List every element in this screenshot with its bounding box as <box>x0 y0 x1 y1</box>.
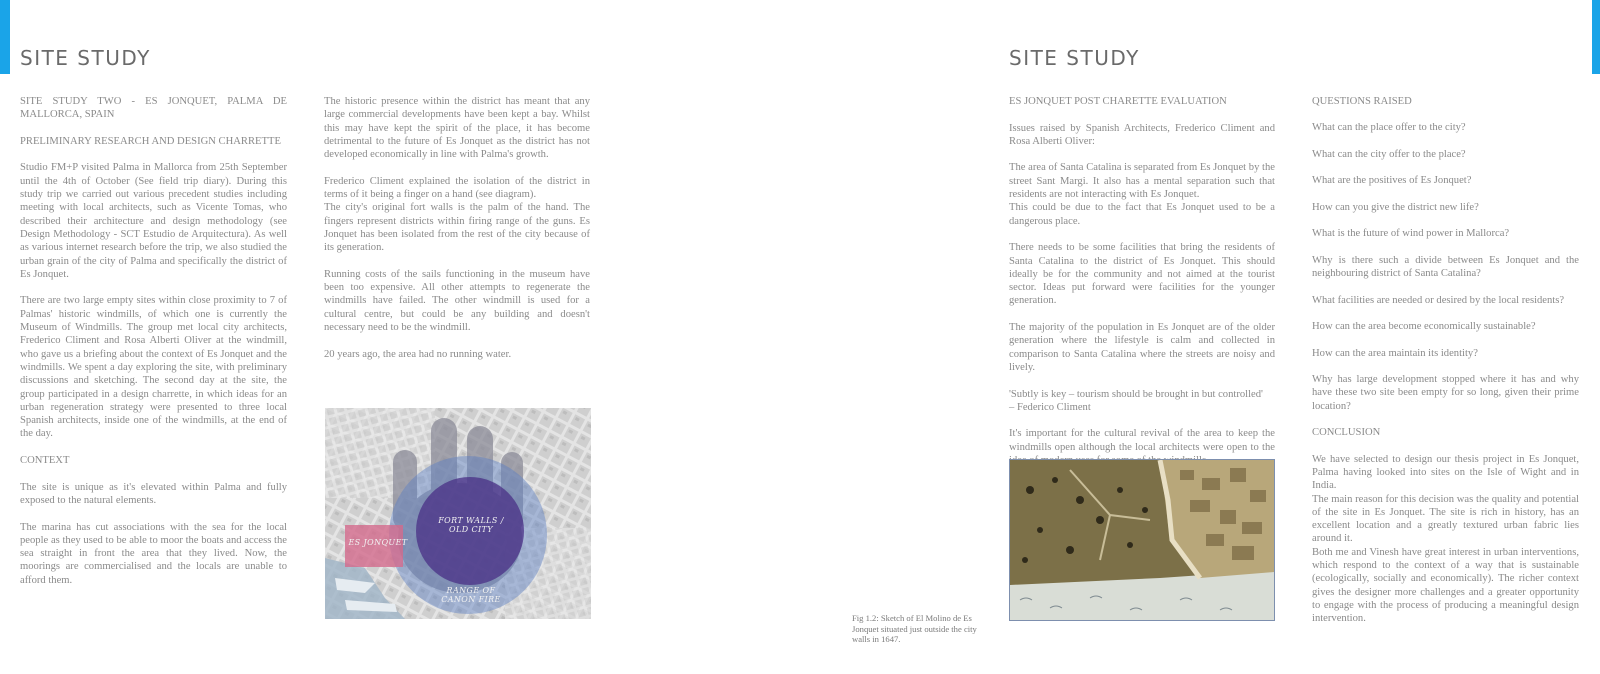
research-heading: PRELIMINARY RESEARCH AND DESIGN CHARRETTE <box>20 135 281 147</box>
questions-heading: QUESTIONS RAISED <box>1312 96 1412 107</box>
question-item: What can the city offer to the place? <box>1312 148 1466 160</box>
historic-paragraph: The historic presence within the district has meant that any large commercial developments have been kept a bay. Whilst this may have kept the spirit of the place, it has become detrimental to the future of Es Jonquet as the district has not developed economically in line with Palma's growth. <box>324 96 590 161</box>
evaluation-heading: ES JONQUET POST CHARETTE EVALUATION <box>1009 96 1227 107</box>
quote-author: – Federico Climent <box>1009 401 1091 413</box>
conclusion-paragraph: Both me and Vinesh have great interest in urban interventions, which respond to the context of a way that is sustainable (ecologically, socially and economically). The richer context gives the designer more challenges and a greater opportunity to engage with the process of producing a meaningful design intervention. <box>1312 546 1579 625</box>
historic-sketch-graphic <box>1010 460 1274 620</box>
historic-sketch-image <box>1009 459 1275 621</box>
quote-text: 'Subtly is key – tourism should be brought in but controlled' <box>1009 388 1263 400</box>
context-heading: CONTEXT <box>20 455 70 467</box>
population-paragraph: The majority of the population in Es Jonquet are of the older generation where the lifestyle is calm and collected in comparison to Santa Catalina where the streets are noisy and lively. <box>1009 322 1275 373</box>
question-item: How can the area become economically sustainable? <box>1312 321 1536 333</box>
costs-paragraph: Running costs of the sails functioning in the museum have been too expensive. All other attempts to regenerate the windmills have failed. The other windmill is used for a cultural centre, but could be any building and doesn't necessary need to be the windmill. <box>324 268 590 334</box>
canon-range-label: RANGE OF CANON FIRE <box>441 586 501 604</box>
left-column-1 <box>20 95 287 600</box>
left-column-2 <box>324 95 590 374</box>
question-item: What can the place offer to the city? <box>1312 122 1466 134</box>
water-paragraph: 20 years ago, the area had no running water. <box>324 348 512 360</box>
figure-caption: Fig 1.2: Sketch of El Molino de Es Jonquet situated just outside the city walls in 1647. <box>852 613 977 645</box>
revival-paragraph: It's important for the cultural revival of the area to keep the windmills open although the local architects were open to the <box>1009 428 1275 453</box>
issues-paragraph: Issues raised by Spanish Architects, Frederico Climent and Rosa Alberti Oliver: <box>1009 122 1275 147</box>
right-column-1 <box>1009 95 1275 481</box>
right-column-2 <box>1312 95 1579 639</box>
right-page-title: SITE STUDY <box>1009 46 1140 70</box>
dangerous-paragraph: This could be due to the fact that Es Jonquet used to be a dangerous place. <box>1009 202 1275 227</box>
conclusion-paragraph: We have selected to design our thesis project in Es Jonquet, Palma having looked into sites on the Isle of Wight and in India. <box>1312 453 1579 492</box>
fort-walls-label: FORT WALLS / OLD CITY <box>438 516 504 534</box>
es-jonquet-label: ES JONQUET <box>348 538 408 547</box>
question-item: Why is there such a divide between Es Jonquet and the neighbouring district of Santa Catalina? <box>1312 254 1579 280</box>
question-item: How can you give the district new life? <box>1312 201 1479 213</box>
sites-paragraph: There are two large empty sites within close proximity to 7 of Palmas' historic windmills, of which one is currently the Museum of Windmills. The group met local city architects, Frederico Climent and Rosa Alberti Oliver at the windmill, who gave us a briefing about the context of Es Jonquet and the windmills. We spent a day exploring the site, with preliminary discussions and sketching. The second day at the site, the group participated in a design charrette, in which ideas for an urban regeneration strategy were presented to three local Spanish architects, inside one of the windmills, at the end of the day. <box>20 295 287 440</box>
question-item: What is the future of wind power in Mallorca? <box>1312 228 1510 240</box>
right-accent-bar <box>1592 0 1600 74</box>
site-heading: SITE STUDY TWO - ES JONQUET, PALMA DE MALLORCA, SPAIN <box>20 96 287 121</box>
visit-paragraph: Studio FM+P visited Palma in Mallorca from 25th September until the 4th of October (See field trip diary). During this study trip we carried out various precedent studies including meeting with local architects, such as Vicente Tomas, who described their architecture and design methodology (see Design Methodology - SCT Estudio de Arquitectura). As well as various internet research before the trip, we also studied the urban grain of the city of Palma and specifically the district of Es Jonquet. <box>20 162 287 280</box>
conclusion-paragraph: The main reason for this decision was the quality and potential of the site in Es Jonquet. The site is rich in history, has an excellent location and a greatly textured urban fabric lies around it. <box>1312 493 1579 545</box>
finger-paragraph: Frederico Climent explained the isolation of the district in terms of it being a finger on a hand (see diagram). <box>324 175 590 201</box>
hand-diagram <box>325 408 591 619</box>
question-item: How can the area maintain its identity? <box>1312 347 1478 359</box>
question-item: What facilities are needed or desired by the local residents? <box>1312 294 1565 306</box>
conclusion-heading: CONCLUSION <box>1312 427 1381 439</box>
facilities-paragraph: There needs to be some facilities that bring the residents of Santa Catalina to the district of Es Jonquet. This should ideally be for the community and not aimed at the tourist sector. Ideas put forward were facilities for the younger generation. <box>1009 242 1275 307</box>
elevated-paragraph: The site is unique as it's elevated within Palma and fully exposed to the natural elements. <box>20 481 287 506</box>
fort-paragraph: The city's original fort walls is the palm of the hand. The fingers represent districts within firing range of the guns. Es Jonquet has been isolated from the rest of the city because of its generation. <box>324 202 590 254</box>
left-accent-bar <box>0 0 10 74</box>
left-page-title: SITE STUDY <box>20 46 151 70</box>
separated-paragraph: The area of Santa Catalina is separated from Es Jonquet by the street Sant Margi. It also has a mental separation such that residents are not interacting with Es Jonquet. <box>1009 162 1275 201</box>
question-item: Why has large development stopped where it has and why have these two site been empty for so long, given their prime location? <box>1312 374 1579 412</box>
marina-paragraph: The marina has cut associations with the sea for the local people as they used to be able to moor the boats and access the sea straight in front the area that they lived. Now, the moorings are commercialised and the locals are unable to afford them. <box>20 521 287 586</box>
question-item: What are the positives of Es Jonquet? <box>1312 175 1472 187</box>
